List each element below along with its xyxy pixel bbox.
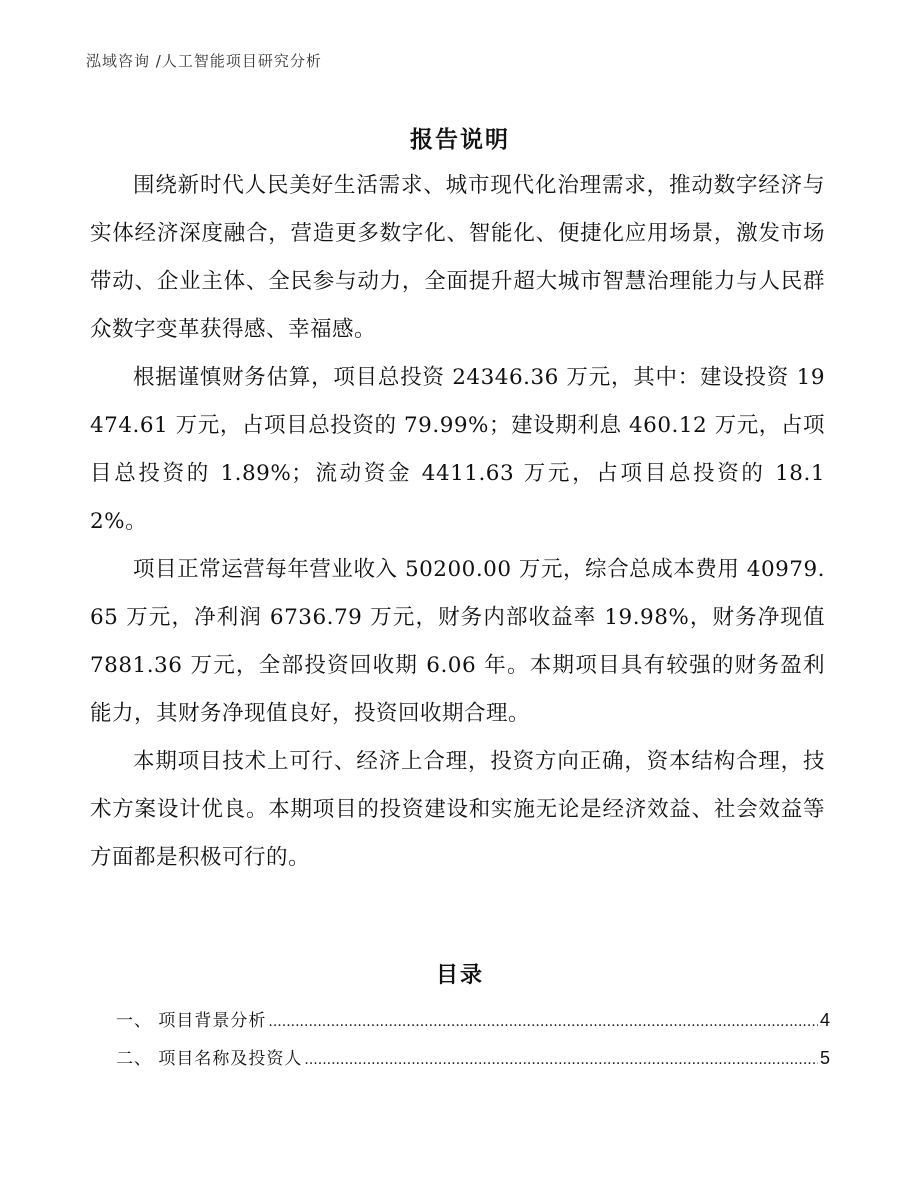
toc-item-label: 二、 项目名称及投资人	[116, 1049, 303, 1069]
toc-leader-dots	[304, 1049, 818, 1069]
toc-item-page: 4	[819, 1010, 830, 1030]
toc-item[interactable]	[116, 1006, 830, 1044]
toc-title: 目录	[435, 963, 484, 988]
paragraph-conclusion: 本期项目技术上可行、经济上合理，投资方向正确，资本结构合理，技术方案设计优良。本期项目的投资建设和实施无论是经济效益、社会效益等方面都是积极可行的。	[90, 749, 825, 870]
paragraph-revenue: 项目正常运营每年营业收入 50200.00 万元，综合总成本费用 40979.65 万元，净利润 6736.79 万元，财务内部收益率 19.98%，财务净现值 7881.36 万元，全部投资回收期 6.06 年。本期项目具有较强的财务盈利能力，其财务净现值良好，投资回收期合理。	[90, 557, 825, 726]
running-header: 泓域咨询 /人工智能项目研究分析	[86, 52, 322, 70]
toc-item-label: 一、 项目背景分析	[116, 1011, 267, 1031]
toc-leader-dots	[268, 1011, 818, 1031]
toc-item[interactable]	[116, 1044, 830, 1082]
toc-item-page: 5	[819, 1048, 830, 1068]
report-title: 报告说明	[410, 127, 510, 153]
report-body	[90, 162, 825, 882]
table-of-contents	[116, 1006, 830, 1082]
paragraph-investment: 根据谨慎财务估算，项目总投资 24346.36 万元，其中：建设投资 19474.61 万元，占项目总投资的 79.99%；建设期利息 460.12 万元，占项目总投资的 1.89%；流动资金 4411.63 万元，占项目总投资的 18.12%。	[90, 365, 825, 534]
paragraph-intro: 围绕新时代人民美好生活需求、城市现代化治理需求，推动数字经济与实体经济深度融合，营造更多数字化、智能化、便捷化应用场景，激发市场带动、企业主体、全民参与动力，全面提升超大城市智慧治理能力与人民群众数字变革获得感、幸福感。	[90, 173, 825, 342]
